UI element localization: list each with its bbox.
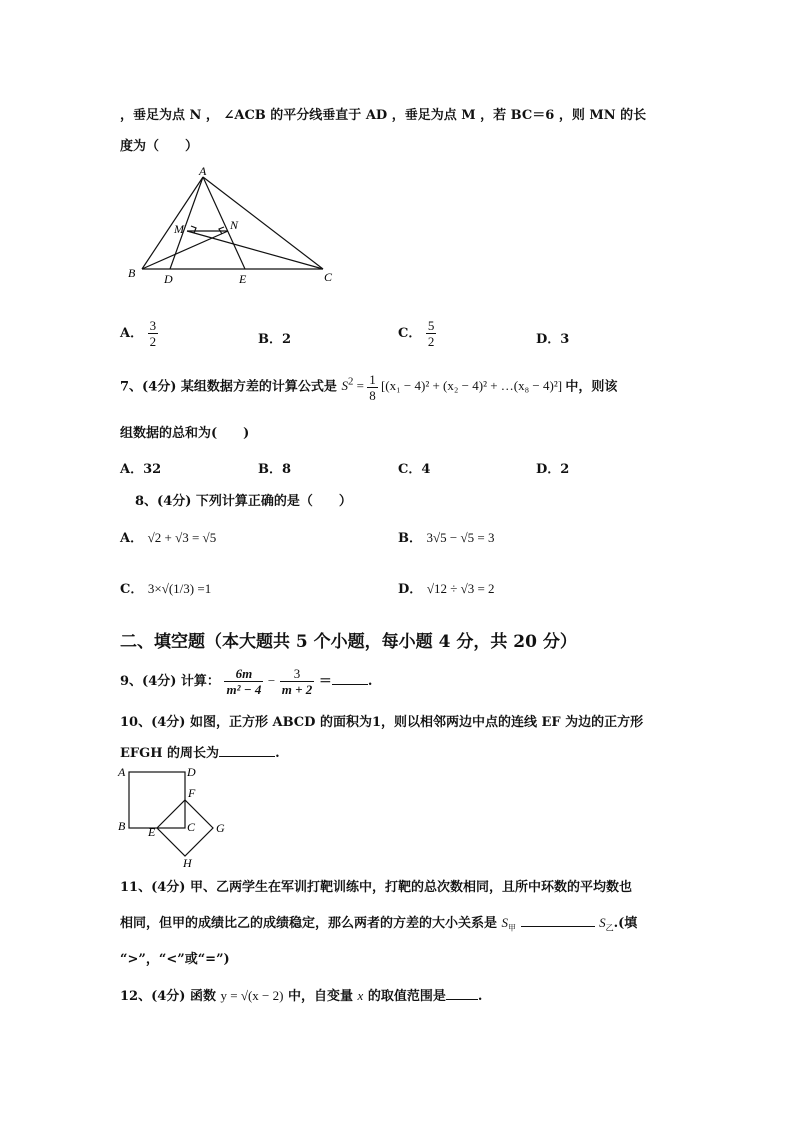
q7-formula-coef-den: 8 — [369, 388, 376, 403]
q8-option-c-expr: 3×√(1/3) =1 — [147, 581, 212, 596]
q6-option-c-den: 2 — [427, 334, 435, 349]
q7-option-b[interactable]: B．8 — [258, 462, 292, 477]
q8-option-b-expr: 3√5 − √5 = 3 — [426, 530, 495, 545]
q8-option-b[interactable] — [398, 527, 494, 546]
q10-label-c: C — [187, 820, 196, 834]
q10-label-g: G — [216, 821, 225, 835]
q6-option-a-den: 2 — [149, 334, 157, 349]
q11-s1-sub: 甲 — [508, 923, 517, 933]
q12-answer-blank[interactable] — [446, 999, 478, 1000]
q6-option-d-text: 3 — [560, 332, 570, 347]
q8-option-d[interactable] — [398, 578, 495, 597]
q11-s1: $S_甲$ — [501, 915, 517, 933]
q6-option-a[interactable] — [120, 318, 158, 349]
q6-label-b: B — [128, 266, 136, 280]
q6-seg-ac — [203, 177, 323, 269]
q6-option-b-text: 2 — [282, 332, 292, 347]
section-2-title: 二、填空题（本大题共 5 个小题，每小题 4 分，共 20 分） — [120, 632, 577, 652]
q10-label-a: A — [118, 765, 126, 779]
q8-stem: 8、(4分) 下列计算正确的是（ ） — [135, 494, 352, 509]
q6-option-d-label: D． — [536, 332, 561, 347]
q6-stem-line2: 度为（ ） — [120, 139, 199, 154]
q8-option-a-label: A． — [120, 531, 144, 546]
q8-option-c-label: C． — [120, 582, 144, 597]
q6-seg-cm — [187, 231, 323, 269]
q6-option-c-fraction — [426, 318, 437, 349]
q11-stem-line1: 11、(4分) 甲、乙两学生在军训打靶训练中，打靶的总次数相同，且所中环数的平均数也 — [120, 880, 632, 895]
q8-option-a[interactable] — [120, 527, 216, 546]
q6-stem-line1: ，垂足为点 N ， ∠ACB 的平分线垂直于 AD ，垂足为点 M ，若 BC＝6 ，则 MN 的长 — [120, 108, 647, 123]
q9-suffix: ＝ — [318, 674, 332, 689]
q7-formula-eq: = — [356, 378, 364, 394]
q6-triangle-figure — [120, 165, 340, 290]
q10-label-f: F — [188, 786, 196, 800]
q10-label-e: E — [148, 825, 156, 839]
q7-formula-coef-num: 1 — [369, 372, 376, 387]
q11-s2: $S_乙$ — [599, 915, 614, 933]
q7-stem-line1 — [120, 372, 617, 403]
q7-option-c[interactable]: C．4 — [398, 462, 431, 477]
q6-option-d[interactable] — [536, 328, 569, 347]
q10-label-d: D — [187, 765, 196, 779]
q9-stem: 9、(4分) 计算： $\frac{6m}{\text{m² − 4}}$ − $\frac{3}{m + 2}$ ＝ . — [120, 666, 373, 697]
q9-minus: − — [267, 673, 276, 688]
q10-line2-text: EFGH 的周长为 — [120, 746, 220, 761]
q6-option-c-label: C． — [398, 326, 422, 341]
q7-stem-line2: 组数据的总和为( ) — [120, 426, 250, 441]
q6-label-d: D — [164, 272, 173, 286]
q6-label-n: N — [230, 218, 239, 232]
q9-frac1-num: 6m — [224, 666, 263, 682]
q11-line2-suffix: .(填 — [613, 916, 638, 931]
q7-option-a[interactable]: A．32 — [120, 462, 162, 477]
q9-frac2-den: m + 2 — [281, 682, 313, 697]
q6-label-e: E — [239, 272, 247, 286]
q9-answer-blank[interactable] — [332, 684, 368, 685]
q8-option-c[interactable] — [120, 578, 211, 597]
q12-expr: y = √(x − 2) — [220, 988, 284, 1003]
q11-stem-line2 — [120, 912, 637, 934]
q10-label-b: B — [118, 819, 126, 833]
q7-prefix: 7、(4分) 某组数据方差的计算公式是 — [120, 379, 337, 395]
q9-frac1-den: m² − 4 — [226, 682, 262, 697]
q7-formula-coef — [367, 372, 378, 403]
q11-line2-text: 相同，但甲的成绩比乙的成绩稳定，那么两者的方差的大小关系是 — [120, 916, 498, 931]
q9-prefix: 9、(4分) 计算： — [120, 674, 220, 689]
q9-fraction-1 — [224, 666, 263, 697]
q6-option-b[interactable] — [258, 328, 291, 347]
q6-option-c-num: 5 — [427, 318, 435, 333]
q11-s2-sub: 乙 — [605, 923, 614, 933]
q7-formula: $S^2$ = $\frac{1}{8}$ [(x₁ − 4)² + (x₂ − 4)² + …(x₈ − 4)²] — [341, 372, 563, 403]
q9-frac2-num: 3 — [280, 666, 315, 682]
q10-label-h: H — [183, 856, 192, 870]
q12-mid: 中，自变量 — [288, 989, 354, 1004]
q12-prefix: 12、(4分) 函数 — [120, 989, 216, 1004]
q11-stem-line3: “>”，“<”或“=”) — [120, 952, 230, 967]
q12-var: x — [357, 988, 364, 1003]
q11-answer-blank[interactable] — [521, 926, 595, 927]
q8-option-d-label: D． — [398, 582, 423, 597]
q7-formula-body: [(x₁ − 4)² + (x₂ − 4)² + …(x₈ − 4)²] — [380, 378, 563, 394]
q8-option-b-label: B． — [398, 531, 422, 546]
q6-option-a-num: 3 — [149, 318, 157, 333]
q6-label-c: C — [324, 270, 333, 284]
q7-suffix: 中，则该 — [565, 379, 618, 395]
q6-option-a-label: A． — [120, 326, 144, 341]
q12-stem: 12、(4分) 函数 y = √(x − 2) 中，自变量 x 的取值范围是 . — [120, 988, 483, 1004]
q6-seg-ae — [203, 177, 245, 269]
q10-square-figure — [115, 762, 235, 870]
q10-square-abcd — [129, 772, 185, 828]
q10-stem-line1: 10、(4分) 如图，正方形 ABCD 的面积为1，则以相邻两边中点的连线 EF 为边的正方形 — [120, 715, 644, 730]
q9-fraction-2 — [280, 666, 315, 697]
q8-option-a-expr: √2 + √3 = √5 — [147, 530, 217, 545]
q6-label-a: A — [199, 165, 207, 178]
q7-option-d[interactable]: D．2 — [536, 462, 570, 477]
q10-stem-line2: EFGH 的周长为 . — [120, 746, 280, 761]
q6-option-a-fraction — [148, 318, 159, 349]
q10-answer-blank[interactable] — [219, 756, 275, 757]
q8-option-d-expr: √12 ÷ √3 = 2 — [426, 581, 495, 596]
q7-formula-lhs: S — [341, 378, 348, 394]
q6-option-b-label: B． — [258, 332, 282, 347]
q6-label-m: M — [174, 222, 184, 236]
q12-suffix: 的取值范围是 — [367, 989, 446, 1004]
q6-option-c[interactable] — [398, 318, 436, 349]
